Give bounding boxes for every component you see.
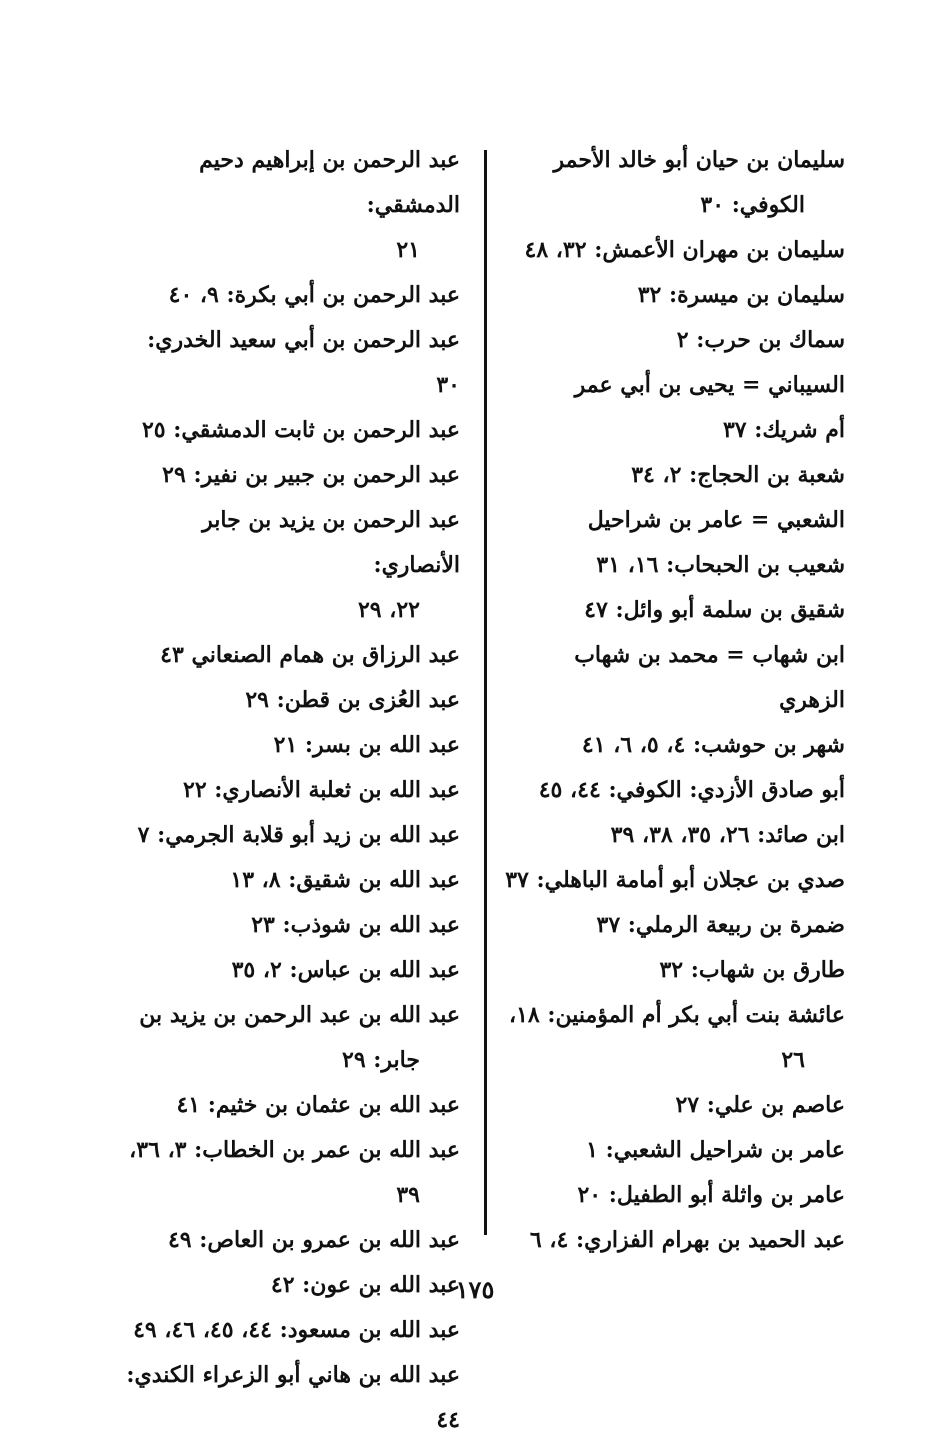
index-entry-text: شقيق بن سلمة أبو وائل: ٤٧ [584,597,845,623]
column-divider [484,150,487,1235]
index-entry-text: عبد الله بن شوذب: ٢٣ [251,912,460,938]
index-entry [120,1218,460,1263]
index-entry [505,1083,845,1128]
index-entry-text: سماك بن حرب: ٢ [676,327,845,353]
index-entry-text: عاصم بن علي: ٢٧ [675,1092,845,1118]
index-entry [505,498,845,543]
index-entry-text: أبو صادق الأزدي: الكوفي: ٤٤، ٤٥ [538,777,845,803]
index-entry [120,813,460,858]
index-entry-text: شعبة بن الحجاج: ٢، ٣٤ [631,462,845,488]
index-entry-text: عبد الله بن عبد الرحمن بن يزيد بن [139,1002,460,1028]
index-entry [120,1128,460,1218]
index-entry [120,453,460,498]
index-entry-text: عبد الرحمن بن أبي سعيد الخدري: ٣٠ [147,327,460,398]
index-entry [505,588,845,633]
index-entry-text: عبد الرحمن بن ثابت الدمشقي: ٢٥ [141,417,460,443]
index-entry [120,408,460,453]
index-entry-text: طارق بن شهاب: ٣٢ [659,957,845,983]
index-entry-text: عبد الله بن عباس: ٢، ٣٥ [231,957,460,983]
index-entry-text: عبد الله بن بسر: ٢١ [273,732,460,758]
index-entry [505,723,845,768]
index-entry [505,273,845,318]
index-entry [120,318,460,408]
index-entry-text: ابن صائد: ٢٦، ٣٥، ٣٨، ٣٩ [610,822,845,848]
index-entry-text: صدي بن عجلان أبو أمامة الباهلي: ٣٧ [505,867,845,893]
index-entry-text: عبد العُزى بن قطن: ٢٩ [245,687,460,713]
index-entry-text: عبد الله بن زيد أبو قلابة الجرمي: ٧ [137,822,460,848]
index-entry-text: ابن شهاب = محمد بن شهاب الزهري [574,642,845,713]
index-entry [505,813,845,858]
index-entry-text: عبد الله بن ثعلبة الأنصاري: ٢٢ [183,777,460,803]
index-entry [120,903,460,948]
index-entry-text: عبد الله بن عثمان بن خثيم: ٤١ [176,1092,460,1118]
index-entry [505,138,845,228]
index-entry-text: سليمان بن مهران الأعمش: ٣٢، ٤٨ [524,237,845,263]
index-entry [120,948,460,993]
index-entry-continuation: ٢٢، ٢٩ [357,597,420,623]
index-entry [505,1173,845,1218]
index-entry-continuation: ٢١ [396,237,420,263]
index-column-right [505,138,845,1263]
index-entry-continuation: ٢٦ [781,1047,805,1073]
index-column-left [120,138,460,1443]
index-entry-text: سليمان بن حيان أبو خالد الأحمر [553,147,845,173]
index-entry [505,633,845,723]
index-entry [505,408,845,453]
index-entry [120,633,460,678]
index-entry [120,858,460,903]
index-entry-text: عبد الحميد بن بهرام الفزاري: ٤، ٦ [529,1227,845,1253]
index-entry-text: عبد الرزاق بن همام الصنعاني ٤٣ [160,642,460,668]
index-entry-text: عبد الرحمن بن أبي بكرة: ٩، ٤٠ [168,282,460,308]
index-entry-text: شهر بن حوشب: ٤، ٥، ٦، ٤١ [581,732,845,758]
index-entry [505,948,845,993]
index-entry-continuation: جابر: ٢٩ [342,1047,420,1073]
index-entry-text: عبد الله بن مسعود: ٤٤، ٤٥، ٤٦، ٤٩ [133,1317,460,1343]
index-entry-continuation: ٣٩ [396,1182,420,1208]
index-entry [120,678,460,723]
index-entry [505,318,845,363]
index-entry [120,723,460,768]
index-entry-text: عبد الله بن عون: ٤٢ [270,1272,460,1298]
index-entry [120,138,460,273]
index-entry-text: عبد الرحمن بن جبير بن نفير: ٢٩ [162,462,460,488]
index-entry [120,1308,460,1353]
index-entry-text: عبد الله بن عمر بن الخطاب: ٣، ٣٦، [129,1137,460,1163]
index-entry-text: سليمان بن ميسرة: ٣٢ [637,282,845,308]
index-entry-text: عائشة بنت أبي بكر أم المؤمنين: ١٨، [509,1002,845,1028]
index-entry-text: عامر بن شراحيل الشعبي: ١ [586,1137,845,1163]
index-entry [505,993,845,1083]
index-entry [120,1083,460,1128]
index-entry [505,1128,845,1173]
index-entry [505,768,845,813]
index-entry-text: الشعبي = عامر بن شراحيل [587,507,845,533]
index-entry-text: عبد الله بن عمرو بن العاص: ٤٩ [167,1227,460,1253]
index-entry-text: ضمرة بن ربيعة الرملي: ٣٧ [596,912,845,938]
index-entry-text: عبد الرحمن بن إبراهيم دحيم الدمشقي: [199,147,460,218]
index-entry [505,903,845,948]
index-entry [505,228,845,273]
index-entry [120,273,460,318]
index-entry [505,858,845,903]
index-entry-text: أم شريك: ٣٧ [722,417,845,443]
index-entry [120,993,460,1083]
index-entry [505,453,845,498]
index-entry [120,1353,460,1443]
index-entry-text: عبد الرحمن بن يزيد بن جابر الأنصاري: [202,507,460,578]
index-entry-text: عامر بن واثلة أبو الطفيل: ٢٠ [577,1182,845,1208]
index-entry [505,543,845,588]
index-entry-text: السيباني = يحيى بن أبي عمر [574,372,845,398]
index-entry-text: عبد الله بن هاني أبو الزعراء الكندي: ٤٤ [126,1362,460,1433]
index-entry-text: عبد الله بن شقيق: ٨، ١٣ [230,867,460,893]
index-entry [120,498,460,633]
index-entry-continuation: الكوفي: ٣٠ [700,192,805,218]
page-number: ١٧٥ [455,1275,495,1304]
index-entry [505,363,845,408]
index-entry-text: شعيب بن الحبحاب: ١٦، ٣١ [596,552,845,578]
index-entry [505,1218,845,1263]
index-entry [120,768,460,813]
